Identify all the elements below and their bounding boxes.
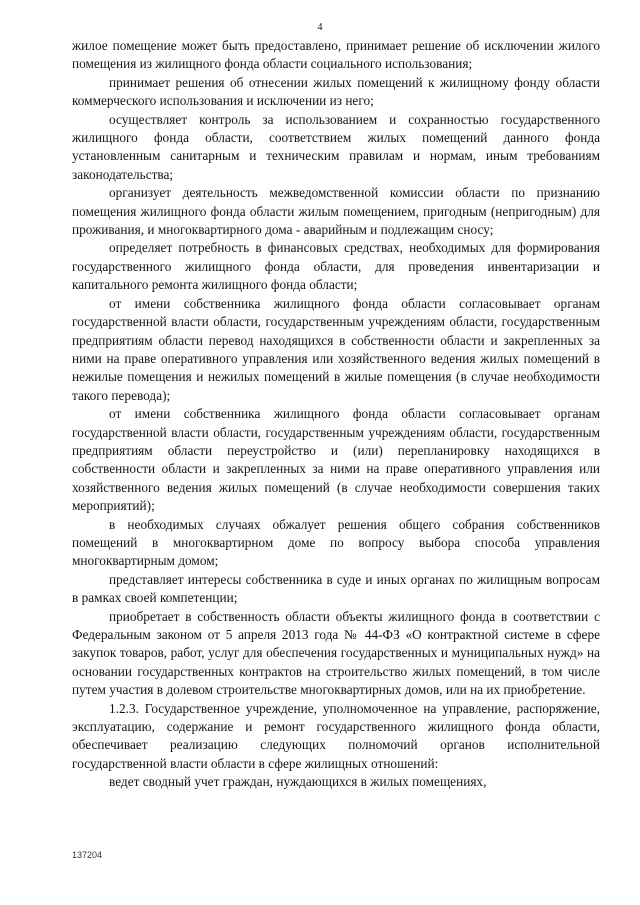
paragraph: приобретает в собственность области объекты жилищного фонда в соответствии с Федеральным законом от 5 апреля 2013 года № 44-ФЗ «О контрактной системе в сфере закупок товаров, работ, услуг для обеспечения государственных и муниципальных нужд» на основании государственных контрактов на строительство жилых помещений, в том числе путем участия в долевом строительстве многоквартирных домов, или на их приобретение. bbox=[72, 608, 600, 698]
paragraph: жилое помещение может быть предоставлено, принимает решение об исключении жилого помещения из жилищного фонда области социального использования; bbox=[72, 38, 600, 72]
paragraph: организует деятельность межведомственной комиссии области по признанию помещения жилищного фонда области жилым помещением, пригодным (непригодным) для проживания, и многоквартирного дома - аварийным и подлежащим сносу; bbox=[72, 185, 600, 238]
paragraph: осуществляет контроль за использованием и сохранностью государственного жилищного фонда области, соответствием жилых помещений данного фонда установленным санитарным и техническим правилам и нормам, иным требованиям законодательства; bbox=[72, 111, 600, 182]
paragraph: определяет потребность в финансовых средствах, необходимых для формирования государственного жилищного фонда области, для проведения инвентаризации и капитального ремонта жилищного фонда области; bbox=[72, 240, 600, 293]
paragraph: представляет интересы собственника в суде и иных органах по жилищным вопросам в рамках своей компетенции; bbox=[72, 571, 600, 606]
document-body bbox=[72, 37, 600, 792]
paragraph: в необходимых случаях обжалует решения общего собрания собственников помещений в многоквартирном доме по вопросу выбора способа управления многоквартирным домом; bbox=[72, 516, 600, 569]
paragraph: от имени собственника жилищного фонда области согласовывает органам государственной власти области, государственным учреждениям области, государственным предприятиям области переустройство и (или) перепланировку находящихся в собственности области и закрепленных за ними на праве оперативного управления или хозяйственного ведения жилых помещений (в случае необходимости совершения таких мероприятий); bbox=[72, 406, 600, 514]
paragraph: ведет сводный учет граждан, нуждающихся в жилых помещениях, bbox=[109, 774, 487, 790]
footer-document-code: 137204 bbox=[72, 850, 103, 860]
paragraph: 1.2.3. Государственное учреждение, уполномоченное на управление, распоряжение, эксплуатацию, содержание и ремонт государственного жилищного фонда области, обеспечивает реализацию следующих полномочий органов исполнительной государственной власти области в сфере жилищных отношений: bbox=[72, 700, 600, 771]
paragraph: принимает решения об отнесении жилых помещений к жилищному фонду области коммерческого использования и исключении из него; bbox=[72, 74, 600, 109]
page-number: 4 bbox=[317, 22, 323, 33]
paragraph: от имени собственника жилищного фонда области согласовывает органам государственной власти области, государственным учреждениям области, государственным предприятиям области перевод находящихся в собственности области и закрепленных за ними на праве оперативного управления или хозяйственного ведения жилых помещений в нежилые помещения и нежилых помещений в жилые помещения (в случае необходимости такого перевода); bbox=[72, 295, 600, 403]
